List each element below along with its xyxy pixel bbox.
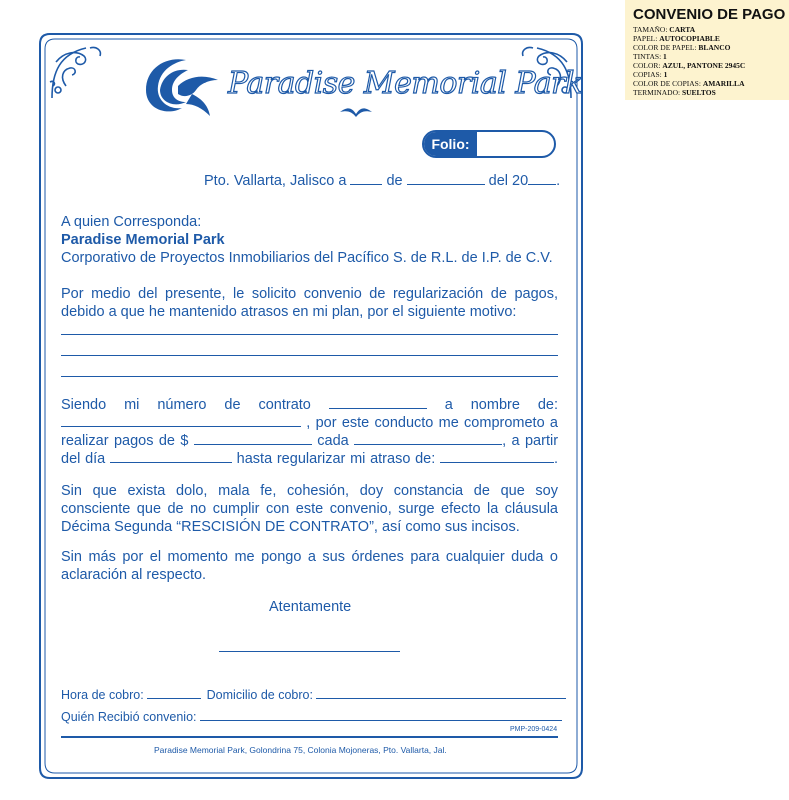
- bird-ornament-icon: [338, 104, 374, 118]
- dove-logo-icon: [138, 50, 224, 126]
- folio-field[interactable]: [422, 130, 556, 158]
- sign-off: Atentamente: [269, 599, 352, 615]
- signature-line[interactable]: [219, 651, 400, 652]
- date-line: [204, 172, 560, 189]
- spec-label: PAPEL:: [633, 34, 658, 43]
- contract-number-blank[interactable]: [329, 396, 427, 409]
- contract-line-3: [61, 432, 558, 450]
- spec-title: CONVENIO DE PAGO: [633, 6, 786, 23]
- spec-line: [633, 25, 695, 34]
- spec-line: [633, 52, 667, 61]
- spec-value: BLANCO: [698, 43, 731, 52]
- contract-text: , a partir: [502, 433, 559, 449]
- collection-row: [61, 688, 566, 702]
- company-name: Paradise Memorial Park: [61, 232, 225, 248]
- day-blank[interactable]: [350, 172, 382, 185]
- receiver-row: [61, 710, 562, 724]
- spec-label: COPIAS:: [633, 70, 662, 79]
- collection-address-blank[interactable]: [316, 688, 566, 699]
- holder-name-blank-2[interactable]: [61, 414, 301, 427]
- date-del: del 20: [488, 173, 529, 189]
- footer-address: Paradise Memorial Park, Golondrina 75, Colonia Mojoneras, Pto. Vallarta, Jal.: [154, 745, 447, 755]
- spec-value: SUELTOS: [681, 88, 716, 97]
- contract-text: a nombre de:: [444, 397, 559, 413]
- year-blank[interactable]: [528, 172, 556, 185]
- contract-line-2: [61, 414, 558, 432]
- contract-text: Siendo mi número de contrato: [61, 397, 311, 413]
- spec-label: TERMINADO:: [633, 88, 681, 97]
- spec-value: 1: [663, 52, 667, 61]
- corporate-name: Corporativo de Proyectos Inmobiliarios del Pacífico S. de R.L. de I.P. de C.V.: [61, 250, 553, 266]
- contract-text: , por este conducto me comprometo a: [306, 415, 558, 431]
- closing-paragraph: Sin más por el momento me pongo a sus órdenes para cualquier duda o aclaración al respecto.: [61, 549, 558, 583]
- spec-line: [633, 88, 716, 97]
- date-de: de: [386, 173, 403, 189]
- spec-label: TAMAÑO:: [633, 25, 668, 34]
- footer-rule: [61, 736, 558, 738]
- spec-label: COLOR:: [633, 61, 661, 70]
- corner-flourish-icon: [46, 42, 106, 102]
- motive-line[interactable]: [61, 376, 558, 377]
- receiver-label: Quién Recibió convenio:: [61, 710, 197, 724]
- date-end: .: [556, 173, 561, 189]
- spec-value: AUTOCOPIABLE: [659, 34, 720, 43]
- spec-value: AZUL, PANTONE 2945C: [662, 61, 746, 70]
- greeting: A quien Corresponda:: [61, 214, 202, 230]
- contract-text: .: [553, 451, 559, 467]
- date-city: Pto. Vallarta, Jalisco a: [204, 173, 347, 189]
- folio-label: Folio:: [424, 132, 477, 156]
- payment-amount-blank[interactable]: [194, 432, 312, 445]
- spec-line: [633, 34, 720, 43]
- spec-line: [633, 61, 745, 70]
- contract-line-4: [61, 450, 558, 468]
- payment-frequency-blank[interactable]: [354, 432, 502, 445]
- contract-text: realizar pagos de $: [61, 433, 189, 449]
- spec-label: COLOR DE COPIAS:: [633, 79, 701, 88]
- print-spec-panel: [625, 0, 789, 100]
- spec-value: 1: [663, 70, 668, 79]
- receiver-blank[interactable]: [200, 710, 562, 721]
- contract-text: hasta regularizar mi atraso de:: [236, 451, 436, 467]
- declaration-paragraph: Sin que exista dolo, mala fe, cohesión, doy constancia de que soy consciente que de no cumplir con este convenio, surge efecto la cláusula Décima Segunda “RESCISIÓN DE CONTRATO”, así como sus incisos.: [61, 483, 558, 535]
- request-paragraph: Por medio del presente, le solicito convenio de regularización de pagos, debido a que he mantenido atrasos en mi plan, por el siguiente motivo:: [61, 286, 558, 320]
- spec-line: [633, 43, 730, 52]
- arrears-blank[interactable]: [440, 450, 554, 463]
- contract-text: del día: [61, 451, 106, 467]
- form-code: PMP-209-0424: [510, 726, 558, 733]
- motive-line[interactable]: [61, 334, 558, 335]
- contract-text: cada: [317, 433, 349, 449]
- spec-label: TINTAS:: [633, 52, 662, 61]
- spec-label: COLOR DE PAPEL:: [633, 43, 697, 52]
- brand-logo-text: Paradise Memorial Park: [228, 66, 583, 101]
- collection-time-label: Hora de cobro:: [61, 688, 144, 702]
- spec-value: AMARILLA: [702, 79, 745, 88]
- motive-line[interactable]: [61, 355, 558, 356]
- collection-time-blank[interactable]: [147, 688, 201, 699]
- spec-value: CARTA: [669, 25, 696, 34]
- month-blank[interactable]: [407, 172, 485, 185]
- collection-address-label: Domicilio de cobro:: [206, 688, 313, 702]
- start-date-blank[interactable]: [110, 450, 232, 463]
- spec-line: [633, 79, 744, 88]
- spec-line: [633, 70, 667, 79]
